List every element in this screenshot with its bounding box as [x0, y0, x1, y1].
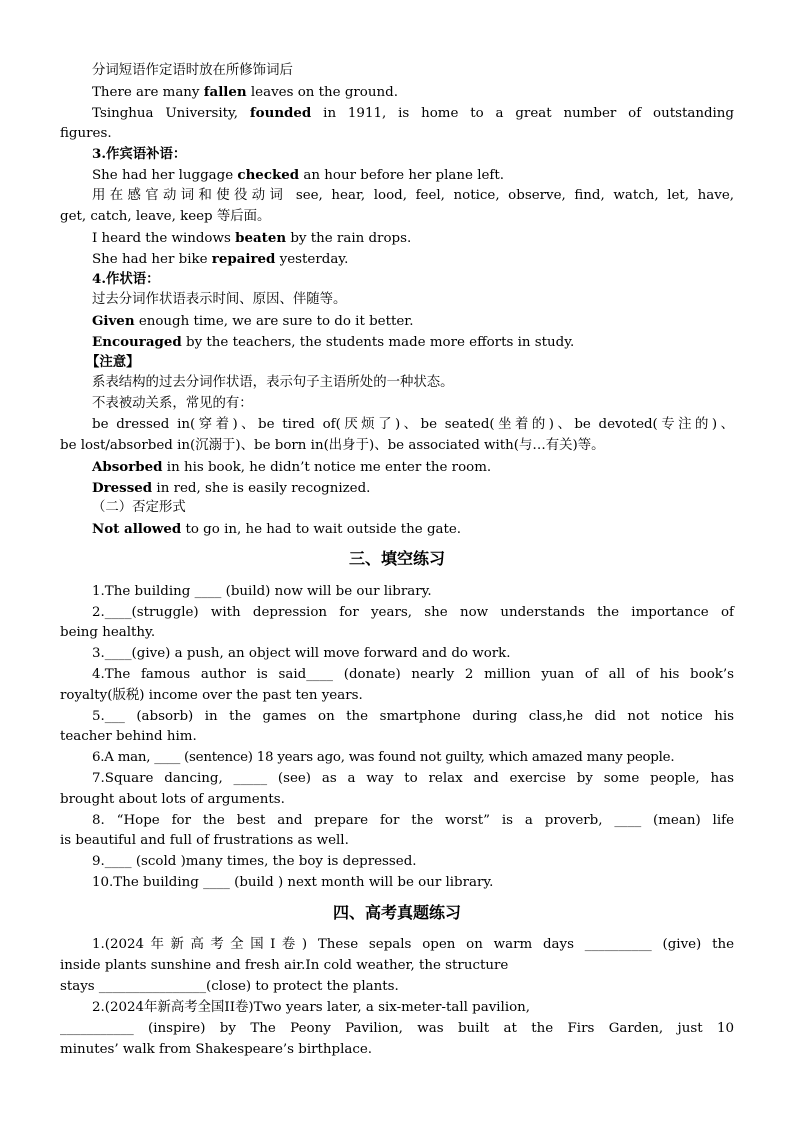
exercise-item: 9.____ (scold )many times, the boy is depressed.	[92, 854, 417, 869]
note-line: 不表被动关系，常见的有：	[92, 396, 253, 411]
exercise-item: 5.___ (absorb) in the games on the smartphone during class,he did not notice his	[92, 709, 734, 724]
exam-question-cont: minutes’ walk from Shakespeare’s birthplace.	[60, 1042, 373, 1057]
exercise-item: 1.The building ____ (build) now will be our library.	[92, 584, 432, 599]
example-sentence: Not allowed to go in, he had to wait outside the gate.	[92, 521, 462, 537]
example-sentence: She had her bike repaired yesterday.	[92, 251, 349, 267]
example-sentence: There are many fallen leaves on the ground.	[92, 84, 398, 100]
example-sentence: Absorbed in his book, he didn’t notice me enter the room.	[92, 459, 492, 475]
exercise-item-cont: is beautiful and full of frustrations as well.	[60, 833, 349, 848]
exam-question-cont: ___________ (inspire) by The Peony Pavilion, was built at the Firs Garden, just 10	[60, 1021, 734, 1036]
note-label: 【注意】	[86, 354, 140, 370]
exercise-item-cont: royalty(版税) income over the past ten years.	[60, 688, 363, 703]
highlighted-participle: Not allowed	[92, 521, 182, 537]
exercise-item: 2.____(struggle) with depression for years, she now understands the importance of	[92, 605, 734, 620]
exercise-item: 6.A man, ____ (sentence) 18 years ago, was found not guilty, which amazed many people.	[92, 750, 675, 765]
exercise-item: 4.The famous author is said____ (donate) nearly 2 million yuan of all of his book’s	[92, 667, 734, 682]
highlighted-participle: Absorbed	[92, 459, 163, 475]
note-line: 过去分词作状语表示时间、原因、伴随等。	[92, 292, 347, 307]
highlighted-participle: fallen	[203, 84, 247, 100]
example-sentence: I heard the windows beaten by the rain drops.	[92, 230, 412, 246]
exercise-item-cont: being healthy.	[60, 625, 156, 640]
exam-question-cont: inside plants sunshine and fresh air.In cold weather, the structure	[60, 958, 509, 973]
note-line: 用在感官动词和使役动词 see, hear, lood, feel, notice, observe, find, watch, let, have,	[92, 188, 734, 203]
example-sentence: She had her luggage checked an hour before her plane left.	[92, 167, 504, 183]
exercise-item: 7.Square dancing, _____ (see) as a way to relax and exercise by some people, has	[92, 771, 734, 786]
section-heading: 四、高考真题练习	[332, 903, 461, 922]
note-line: 系表结构的过去分词作状语，表示句子主语所处的一种状态。	[92, 375, 454, 390]
subsection-title: 4.作状语：	[92, 271, 160, 287]
exam-question: 1.(2024年新高考全国Ⅰ卷) These sepals open on warm days __________ (give) the	[92, 937, 734, 952]
highlighted-participle: beaten	[235, 230, 287, 246]
exercise-item-cont: teacher behind him.	[60, 729, 197, 744]
note-line-cont: get, catch, leave, keep 等后面。	[60, 209, 271, 224]
subsection-title: 3.作宾语补语：	[92, 146, 187, 162]
exercise-item: 8. “Hope for the best and prepare for the worst” is a proverb, ____ (mean) life	[92, 813, 734, 828]
example-sentence: Tsinghua University, founded in 1911, is home to a great number of outstanding	[92, 105, 734, 121]
subsection-title: （二）否定形式	[92, 500, 186, 515]
note-line-cont: be lost/absorbed in(沉溺于)、be born in(出身于)、be associated with(与…有关)等。	[60, 438, 605, 453]
exercise-item-cont: brought about lots of arguments.	[60, 792, 285, 807]
note-line: be dressed in(穿着)、be tired of(厌烦了)、be seated(坐着的)、be devoted(专注的)、	[92, 417, 734, 432]
highlighted-participle: repaired	[211, 251, 276, 267]
highlighted-participle: founded	[249, 105, 312, 121]
example-sentence-cont: figures.	[60, 126, 112, 141]
exam-question: 2.(2024年新高考全国II卷)Two years later, a six-meter-tall pavilion,	[92, 1000, 531, 1015]
exam-question-cont: stays ________________(close) to protect the plants.	[60, 979, 399, 994]
example-sentence: Given enough time, we are sure to do it better.	[92, 313, 414, 329]
highlighted-participle: Encouraged	[92, 334, 182, 350]
highlighted-participle: Dressed	[92, 480, 153, 496]
highlighted-participle: Given	[92, 313, 135, 329]
example-sentence: Dressed in red, she is easily recognized.	[92, 480, 371, 496]
example-sentence: Encouraged by the teachers, the students made more efforts in study.	[92, 334, 575, 350]
highlighted-participle: checked	[237, 167, 300, 183]
note-line: 分词短语作定语时放在所修饰词后	[92, 63, 293, 78]
exercise-item: 3.____(give) a push, an object will move forward and do work.	[92, 646, 511, 661]
section-heading: 三、填空练习	[348, 549, 445, 568]
exercise-item: 10.The building ____ (build ) next month will be our library.	[92, 875, 494, 890]
